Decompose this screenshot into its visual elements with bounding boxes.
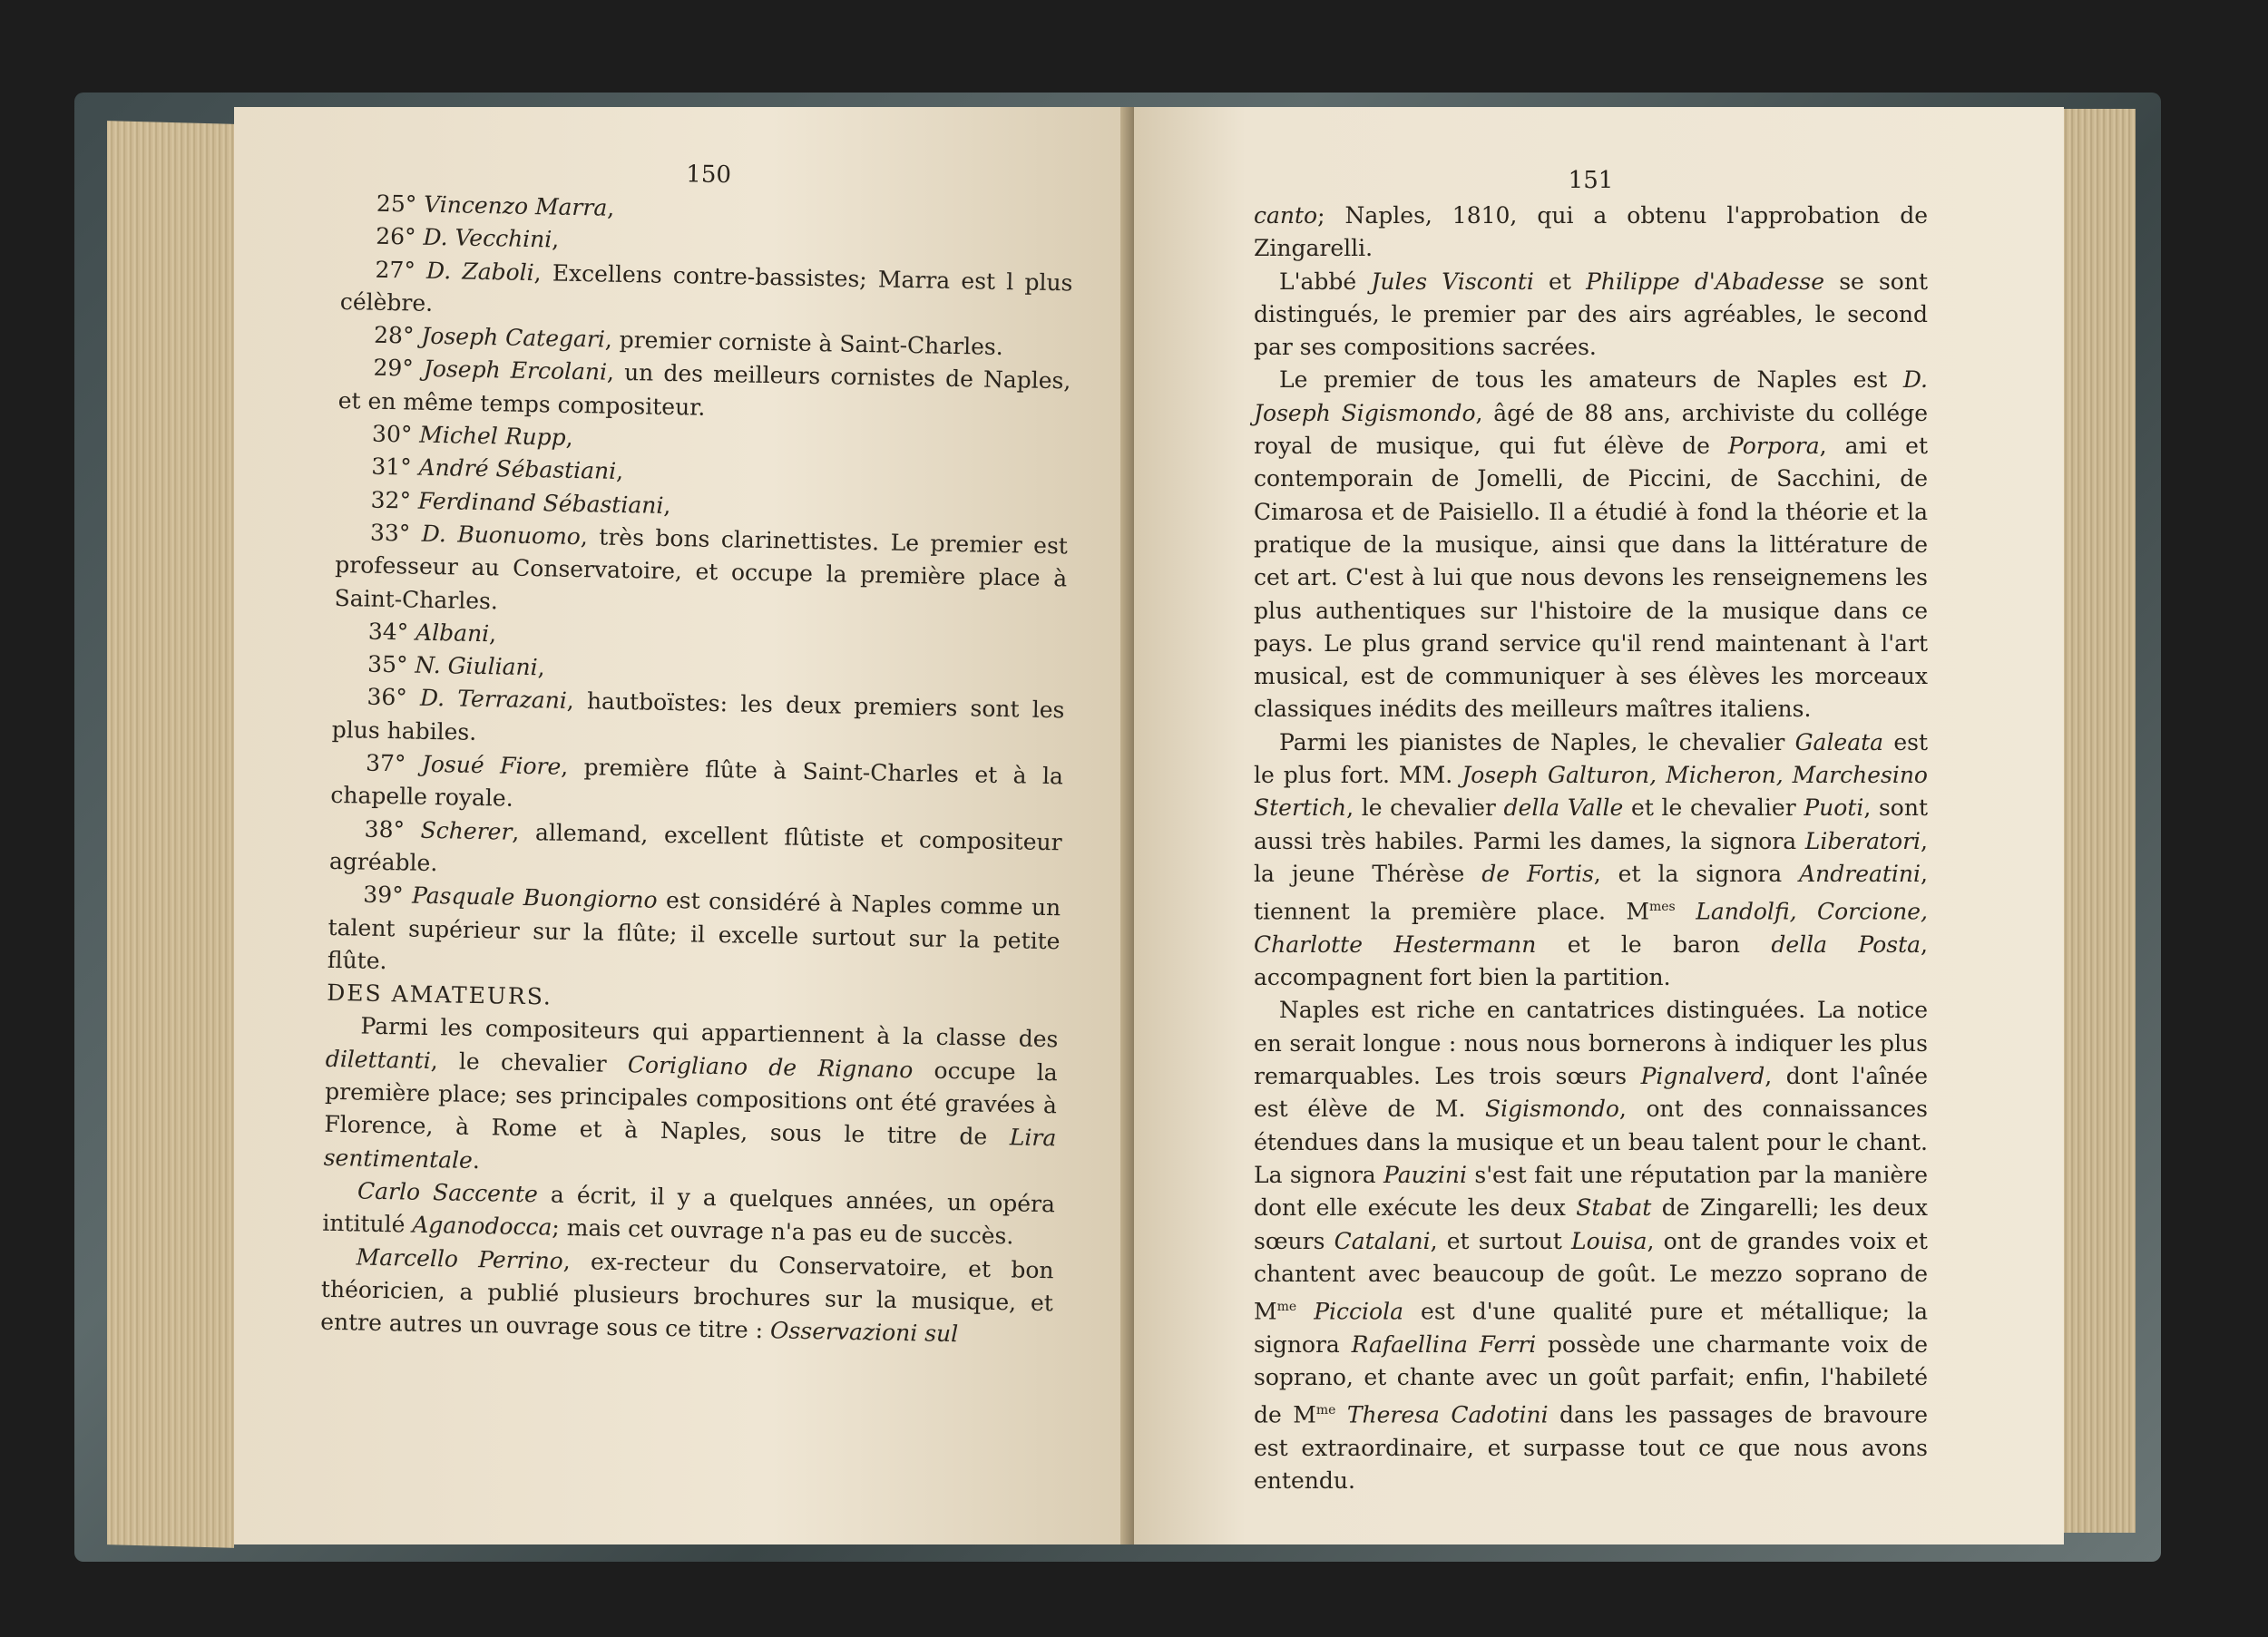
- musician-name: D. Buonuomo: [421, 520, 582, 551]
- entry-number: 32°: [370, 486, 412, 514]
- entry-number: 39°: [363, 881, 404, 909]
- entry-description: , hautboïstes: les deux premiers sont les plus habiles.: [331, 687, 1065, 745]
- paragraph: L'abbé Jules Visconti et Philippe d'Abadesse se sont distingués, le premier par des airs agréables, le second par ses compositions sacrées.: [1254, 268, 1929, 361]
- entry-number: 33°: [369, 519, 411, 547]
- page-number-left: 150: [686, 161, 732, 190]
- entry-number: 31°: [371, 453, 412, 481]
- entry-description: ,: [488, 620, 497, 648]
- musician-name: Pasquale Buongiorno: [411, 882, 658, 914]
- paragraph: Naples est riche en cantatrices distinguées. La notice en serait longue : nous nous bornerons à indiquer les plus remarquables. Les trois sœurs Pignalverd, dont l'aînée est élève de M. Sigismondo, ont des connaissances étendues dans la musique et un beau talent pour le chant. La signora Pauzini s'est fait une réputation par la manière dont elle exécute les deux Stabat de Zingarelli; les deux sœurs Catalani, et surtout Louisa, ont de grandes voix et chantent avec beaucoup de goût. Le mezzo soprano de $M^{me}$ Picciola est d'une qualité pure et métallique; la signora Rafaellina Ferri possède une charmante voix de soprano, et chante avec un goût parfait; enfin, l'habileté de $M^{me}$ Theresa Cadotini dans les passages de bravoure est extraordinaire, et surpasse tout ce que nous avons entendu.: [1254, 997, 1929, 1495]
- entry-description: , premier corniste à Saint-Charles.: [604, 326, 1003, 361]
- entry-description: est considéré à Naples comme un talent supérieur sur la flûte; il excelle surtout sur la petite flûte.: [327, 887, 1061, 974]
- section-heading: DES AMATEURS.: [326, 979, 553, 1010]
- paragraph: Marcello Perrino, ex-recteur du Conservatoire, et bon théoricien, a publié plusieurs brochures sur la musique, et entre autres un ouvrage sous ce titre : Osservazioni sul: [320, 1243, 1054, 1348]
- entry-number: 25°: [376, 190, 417, 218]
- entry-description: ,: [615, 458, 624, 485]
- musician-name: Scherer: [420, 816, 513, 845]
- page-number-right: 151: [1568, 167, 1614, 194]
- entry-description: , première flûte à Saint-Charles et à la chapelle royale.: [330, 753, 1064, 813]
- entry-description: , allemand, excellent flûtiste et compositeur agréable.: [328, 818, 1062, 877]
- musician-name: N. Giuliani: [415, 651, 538, 681]
- musician-name: Joseph Categari: [421, 322, 606, 353]
- musician-entry: [334, 516, 1068, 628]
- entry-description: , Excellens contre-bassistes; Marra est l plus célèbre.: [339, 258, 1073, 317]
- musician-name: D. Zaboli: [425, 257, 534, 286]
- musician-name: André Sébastiani: [418, 454, 617, 485]
- entry-number: 38°: [364, 815, 406, 843]
- entry-number: 29°: [373, 355, 415, 383]
- entry-description: ,: [663, 492, 671, 519]
- musician-name: Ferdinand Sébastiani: [417, 487, 664, 519]
- page-edges-left: [107, 121, 234, 1548]
- entry-description: ,: [552, 226, 560, 253]
- musician-name: Michel Rupp: [419, 421, 566, 451]
- entry-number: 36°: [367, 684, 408, 711]
- entry-number: 34°: [367, 618, 409, 646]
- right-page: [1134, 107, 2064, 1544]
- entry-description: ,: [565, 424, 573, 452]
- entry-description: ,: [537, 654, 545, 681]
- musician-name: D. Terrazani: [419, 685, 568, 715]
- paragraph: Parmi les pianistes de Naples, le chevalier Galeata est le plus fort. MM. Joseph Galturon, Micheron, Marchesino Stertich, le chevalier della Valle et le chevalier Puoti, sont aussi très habiles. Parmi les dames, la signora Liberatori, la jeune Thérèse de Fortis, et la signora Andreatini, tiennent la première place. $M^{mes}$ Landolfi, Corcione, Charlotte Hestermann et le baron della Posta, accompagnent fort bien la partition.: [1254, 728, 1929, 991]
- left-page: [234, 107, 1128, 1544]
- entry-number: 27°: [375, 256, 416, 284]
- musician-entry: [327, 878, 1061, 990]
- paragraph: Parmi les compositeurs qui appartiennent à la classe des dilettanti, le chevalier Corigliano de Rignano occupe la première place; ses principales compositions ont été gravées à Florence, à Rome et à Naples, sous le titre de Lira sentimentale.: [323, 1012, 1059, 1174]
- entry-number: 30°: [371, 420, 413, 448]
- musician-name: Josué Fiore: [421, 750, 562, 780]
- paragraph: Le premier de tous les amateurs de Naples est D. Joseph Sigismondo, âgé de 88 ans, archiviste du collége royal de musique, qui fut élève de Porpora, ami et contemporain de Jomelli, de Piccini, de Sacchini, de Cimarosa et de Paisiello. Il a étudié à fond la théorie et la pratique de la musique, ainsi que dans la littérature de cet art. C'est à lui que nous devons les renseignemens les plus authentiques sur l'histoire de la musique dans ce pays. Le plus grand service qu'il rend maintenant à l'art musical, est de communiquer à ses élèves les morceaux classiques inédits des meilleurs maîtres italiens.: [1254, 366, 1928, 723]
- entry-description: ,: [607, 194, 615, 221]
- entry-description: , un des meilleurs cornistes de Naples, et en même temps compositeur.: [337, 359, 1071, 421]
- musician-name: Vincenzo Marra: [423, 190, 608, 221]
- musician-name: Albani: [415, 619, 490, 648]
- entry-number: 37°: [365, 749, 406, 777]
- entry-number: 28°: [373, 321, 415, 349]
- entry-number: 26°: [375, 223, 416, 250]
- musician-name: Joseph Ercolani: [423, 356, 608, 386]
- musician-name: D. Vecchini: [423, 224, 552, 253]
- paragraph: Carlo Saccente a écrit, il y a quelques années, un opéra intitulé Aganodocca; mais cet ouvrage n'a pas eu de succès.: [322, 1177, 1056, 1250]
- entry-description: , très bons clarinettistes. Le premier est professeur au Conservatoire, et occupe la première place à Saint-Charles.: [334, 523, 1069, 614]
- musician-list: [327, 187, 1075, 990]
- page-edges-right: [2061, 109, 2136, 1533]
- paragraph: canto; Naples, 1810, qui a obtenu l'approbation de Zingarelli.: [1254, 202, 1928, 262]
- entry-number: 35°: [367, 650, 408, 678]
